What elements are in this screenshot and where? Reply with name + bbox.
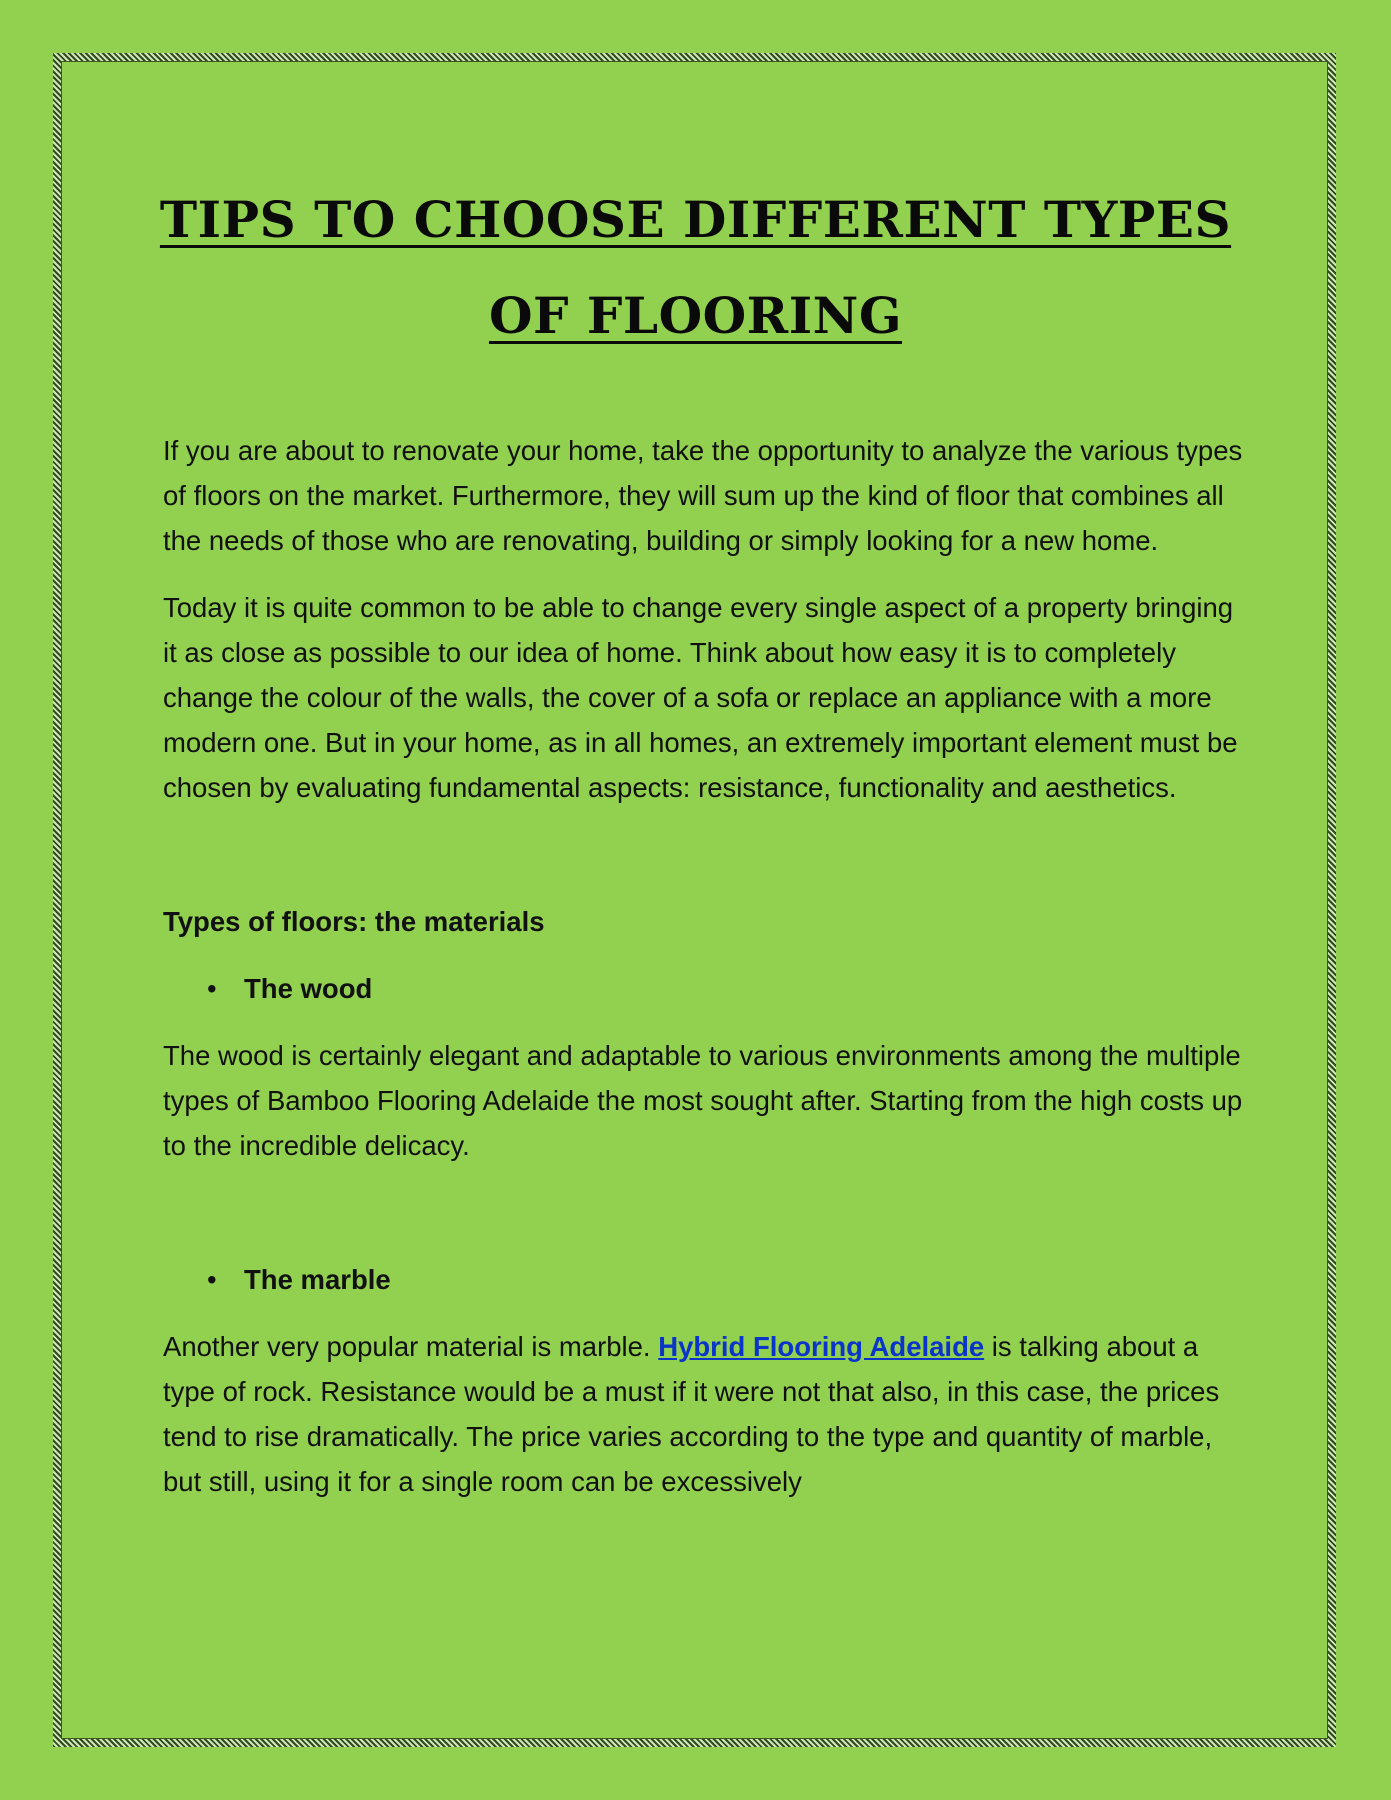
document-body: [163, 428, 1243, 1526]
bullet-icon: •: [207, 973, 217, 1004]
marble-text-before-link: Another very popular material is marble.: [163, 1331, 659, 1362]
list-item-marble: [163, 1257, 1243, 1302]
page-title: [140, 172, 1251, 364]
marble-text-after-link: is talking about a type of rock. Resistance would be a must if it were not that also, in this case, the prices tend to rise dramatically. The price varies according to the type and quantity of marble, but still, using it for a single room can be excessively: [163, 1331, 1220, 1497]
section-heading: Types of floors: the materials: [163, 906, 545, 937]
bullet-icon: •: [207, 1264, 217, 1295]
list-item-label: The marble: [244, 1264, 391, 1295]
second-paragraph: Today it is quite common to be able to change every single aspect of a property bringing it as close as possible to our idea of home. Think about how easy it is to completely change the colour of the walls, the cover of a sofa or replace an appliance with a more modern one. But in your home, as in all homes, an extremely important element must be chosen by evaluating fundamental aspects: resistance, functionality and aesthetics.: [163, 592, 1238, 803]
list-item-wood: [163, 966, 1243, 1011]
list-item-label: The wood: [244, 973, 373, 1004]
wood-paragraph: The wood is certainly elegant and adaptable to various environments among the multiple types of Bamboo Flooring Adelaide the most sought after. Starting from the high costs up to the incredible delicacy.: [163, 1040, 1243, 1161]
title-line-2: OF FLOORING: [488, 286, 903, 345]
hybrid-flooring-link[interactable]: Hybrid Flooring Adelaide: [658, 1331, 985, 1362]
intro-paragraph: If you are about to renovate your home, take the opportunity to analyze the various types of floors on the market. Furthermore, they will sum up the kind of floor that combines all the needs of those who are renovating, building or simply looking for a new home.: [163, 435, 1243, 556]
title-line-1: TIPS TO CHOOSE DIFFERENT TYPES: [159, 190, 1232, 249]
marble-paragraph: [163, 1324, 1243, 1504]
